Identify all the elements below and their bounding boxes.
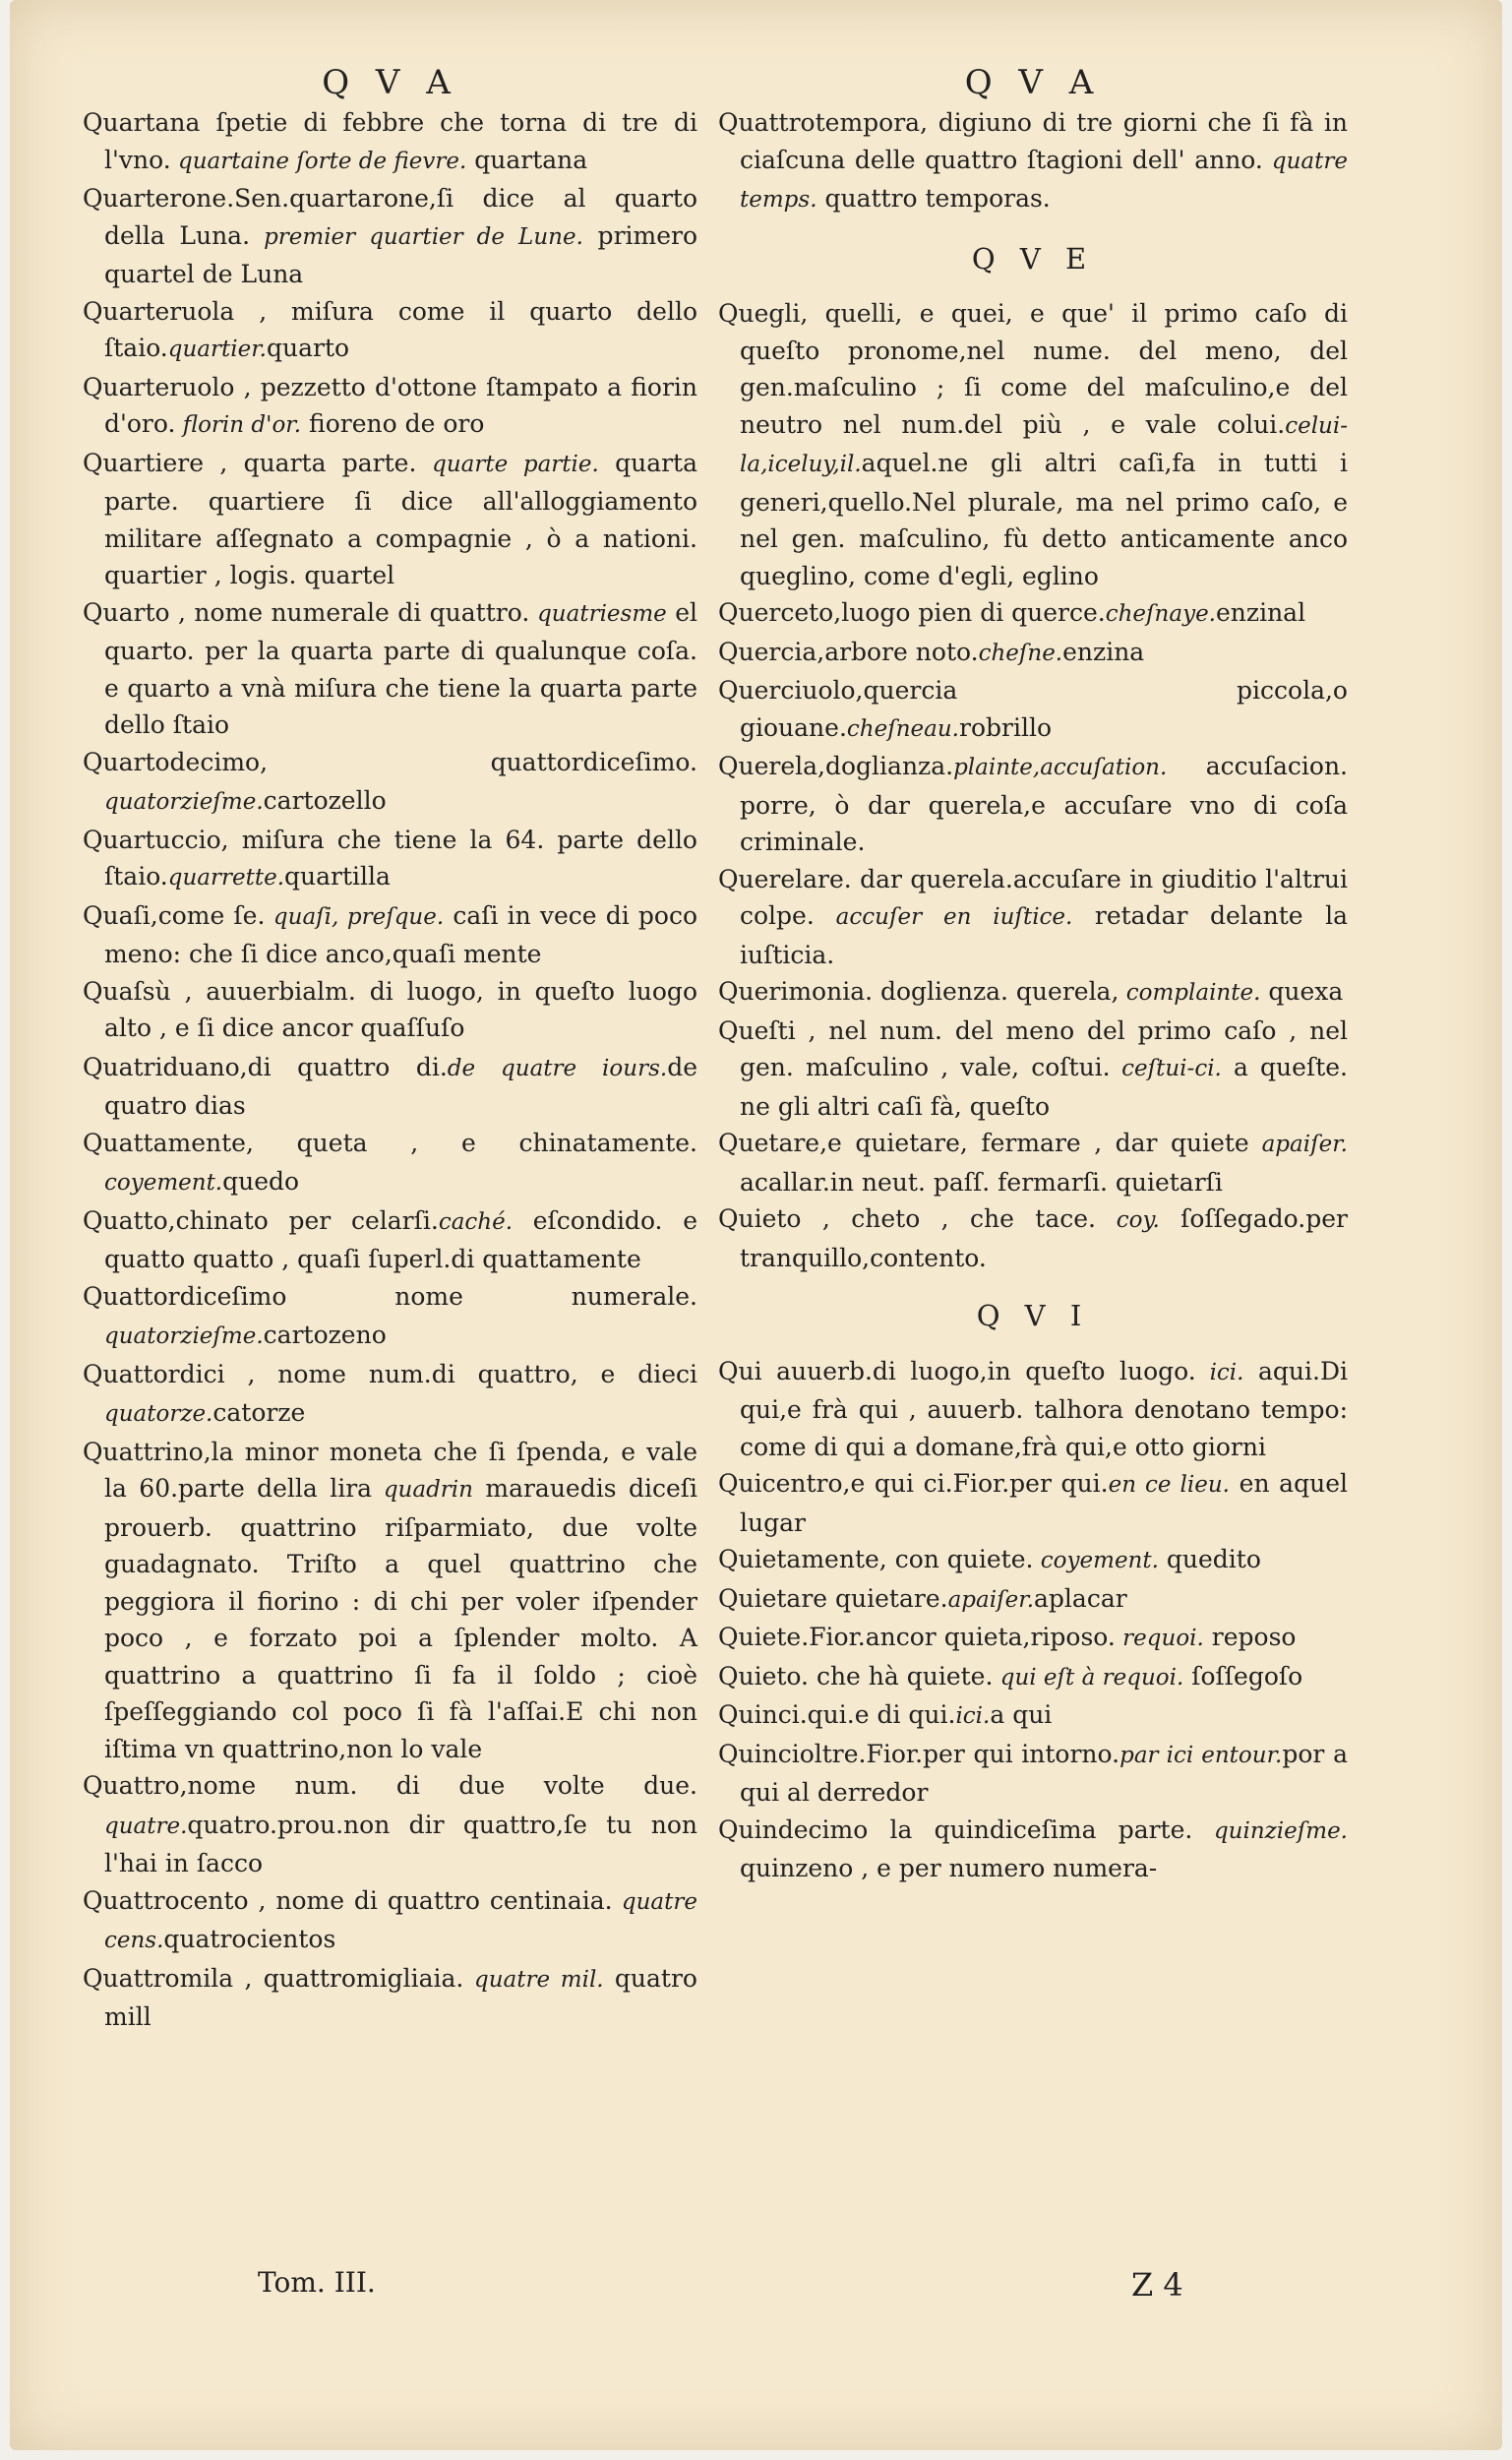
dictionary-entry bbox=[83, 369, 697, 445]
definition-text: auuerb.di luogo,in queſto luogo. bbox=[761, 1356, 1196, 1385]
dictionary-entry bbox=[83, 1125, 697, 1202]
dictionary-entry bbox=[718, 748, 1348, 861]
spanish-equivalent: primero quartel de Luna bbox=[104, 220, 698, 288]
headword: Quattordiceſimo bbox=[83, 1281, 287, 1311]
definition-text: Fior.ancor quieta,riposo. bbox=[809, 1623, 1116, 1651]
dictionary-entry bbox=[83, 1202, 697, 1278]
french-equivalent: plainte,accuſation. bbox=[953, 755, 1168, 780]
dictionary-entry bbox=[718, 1013, 1348, 1126]
definition-text: , nel num. del meno del primo caſo , nel gen. maſculino , vale, coſtui. bbox=[740, 1015, 1348, 1081]
dictionary-entry bbox=[718, 1580, 1348, 1620]
spanish-equivalent: fioreno de oro bbox=[301, 409, 485, 438]
dictionary-entry bbox=[718, 1619, 1348, 1658]
headword: Quaſi bbox=[83, 900, 151, 930]
definition-text: Sen.quartarone,ſi dice al quarto della Luna. bbox=[104, 184, 697, 250]
headword: Quercia bbox=[718, 637, 817, 666]
spanish-equivalent: el quarto. per la quarta parte di qualunque coſa. e quarto a vnà miſura che tiene la quarta parte dello ſtaio bbox=[104, 597, 697, 739]
spanish-equivalent: catorze bbox=[212, 1398, 306, 1427]
french-equivalent: ici. bbox=[955, 1703, 991, 1729]
headword: Quaſsù bbox=[83, 976, 171, 1006]
dictionary-entry bbox=[718, 1658, 1348, 1697]
spanish-equivalent: a qui bbox=[990, 1700, 1053, 1729]
definition-text: ſpetie di febbre che torna di tre di l'vno. bbox=[104, 108, 697, 174]
definition-text: , miſura come il quarto dello ſtaio. bbox=[104, 296, 697, 362]
definition-text: quietare. bbox=[827, 1583, 948, 1613]
headword: Querimonia bbox=[718, 977, 866, 1006]
french-equivalent: quatre mil. bbox=[463, 1966, 604, 1993]
french-equivalent: premier quartier de Lune. bbox=[250, 223, 583, 250]
dictionary-entry bbox=[83, 293, 697, 369]
french-equivalent: de quatre iours. bbox=[447, 1055, 668, 1081]
spanish-equivalent: quartana bbox=[466, 145, 588, 174]
dictionary-entry bbox=[83, 180, 697, 293]
spanish-equivalent: por a qui al derredor bbox=[740, 1739, 1348, 1807]
french-equivalent: accuſer en iuſtice. bbox=[814, 904, 1073, 930]
spanish-equivalent: quexa bbox=[1260, 977, 1344, 1006]
headword: Queſti bbox=[718, 1015, 796, 1045]
spanish-equivalent: quedito bbox=[1158, 1545, 1261, 1573]
section-heading-que: Q V E bbox=[971, 241, 1095, 276]
spanish-equivalent: ſoſſegado.per tranquillo,contento. bbox=[740, 1204, 1348, 1272]
dictionary-entry bbox=[718, 1125, 1348, 1200]
definition-text: .Fior.per qui intorno. bbox=[858, 1739, 1120, 1768]
definition-text: , nome di quattro centinaia. bbox=[248, 1885, 613, 1915]
definition-text: nome numerale. bbox=[286, 1281, 697, 1311]
dictionary-entry bbox=[83, 1882, 697, 1960]
definition-text: , pezzetto d'ottone ſtampato a fiorin d'oro. bbox=[104, 372, 697, 438]
headword: Quartuccio bbox=[83, 825, 221, 854]
dictionary-entry bbox=[83, 1356, 697, 1434]
spanish-equivalent: quatro mill bbox=[104, 1963, 697, 2031]
headword: Quartana bbox=[83, 108, 201, 137]
french-equivalent: par ici entour. bbox=[1119, 1742, 1283, 1768]
definition-text: ,doglianza. bbox=[817, 752, 954, 780]
french-equivalent: ici. bbox=[1195, 1359, 1244, 1385]
french-equivalent: complainte. bbox=[1119, 980, 1261, 1006]
spanish-equivalent: marauedis diceſi prouerb. quattrino riſparmiato, due volte guadagnato. Triſto a quel quattrino che peggiora il fiorino : di chi per voler iſpender poco , e forzato poi a ſplender molto. A quattrino a quattrino ſi fa il ſoldo ; cioè ſpeſſeggiando col poco ſi fà l'aſſai.E chi non iſtima vn quattrino,non lo vale bbox=[104, 1474, 697, 1763]
headword: Quatto bbox=[83, 1205, 168, 1235]
headword: Quarto bbox=[83, 597, 170, 627]
headword: Quattordici bbox=[83, 1359, 225, 1388]
page bbox=[10, 0, 1502, 2450]
dictionary-entry bbox=[718, 104, 1348, 219]
dictionary-entry bbox=[718, 861, 1348, 974]
headword: Quieto bbox=[718, 1661, 802, 1691]
definition-text: , con quiete. bbox=[878, 1545, 1034, 1573]
french-equivalent: cheſne. bbox=[978, 640, 1063, 666]
spanish-equivalent: quedo bbox=[222, 1167, 300, 1196]
headword: Quatriduano bbox=[83, 1052, 240, 1081]
french-equivalent: qui eſt à requoi. bbox=[993, 1664, 1184, 1691]
definition-text: ,quercia piccola,o giouane. bbox=[740, 676, 1348, 742]
french-equivalent: coyement. bbox=[1033, 1548, 1159, 1573]
french-equivalent: caché. bbox=[438, 1208, 514, 1235]
headword: Quattamente bbox=[83, 1128, 246, 1157]
french-equivalent: apaiſer. bbox=[1248, 1132, 1348, 1157]
dictionary-entry bbox=[83, 104, 697, 180]
french-equivalent: apaiſer. bbox=[947, 1586, 1035, 1613]
dictionary-entry bbox=[718, 594, 1348, 634]
french-equivalent: quartier. bbox=[167, 337, 267, 362]
french-equivalent: quaſi, preſque. bbox=[265, 903, 445, 930]
definition-text: ,e quietare, fermare , dar quiete bbox=[819, 1129, 1249, 1157]
headword: Quattrocento bbox=[83, 1885, 249, 1915]
french-equivalent: cheſneau. bbox=[846, 715, 959, 742]
dictionary-entry bbox=[718, 672, 1348, 748]
french-equivalent: coy. bbox=[1096, 1207, 1160, 1233]
headword: Querela bbox=[718, 752, 818, 780]
headword: Quattromila bbox=[83, 1963, 234, 1993]
volume-footer: Tom. III. bbox=[258, 2266, 376, 2299]
spanish-equivalent: enzina bbox=[1062, 637, 1145, 666]
signature-mark: Z 4 bbox=[1131, 2266, 1183, 2304]
definition-text: ,di quattro di. bbox=[239, 1052, 448, 1081]
spanish-equivalent: cartozello bbox=[263, 786, 387, 815]
headword: Quicentro bbox=[718, 1469, 843, 1498]
french-equivalent: ceſtui-ci. bbox=[1110, 1056, 1222, 1081]
definition-text: ,come ſe. bbox=[150, 900, 266, 930]
dictionary-entry bbox=[83, 973, 697, 1049]
dictionary-entry bbox=[83, 1278, 697, 1356]
definition-text: , digiuno di tre giorni che ſi fà in ciaſcuna delle quattro ſtagioni dell' anno. bbox=[740, 108, 1348, 174]
french-equivalent: quarrette. bbox=[167, 865, 285, 891]
dictionary-entry bbox=[83, 1434, 697, 1768]
dictionary-entry bbox=[83, 445, 697, 594]
french-equivalent: quinzieſme. bbox=[1192, 1817, 1348, 1844]
dictionary-entry bbox=[718, 1200, 1348, 1276]
spanish-equivalent: ſoſſegoſo bbox=[1183, 1661, 1303, 1691]
definition-text: ,chinato per celarſi. bbox=[167, 1205, 439, 1235]
definition-text: .qui.e di qui. bbox=[799, 1700, 956, 1729]
french-equivalent: requoi. bbox=[1115, 1626, 1204, 1651]
french-equivalent: quarte partie. bbox=[416, 451, 599, 477]
dictionary-entry bbox=[718, 1465, 1348, 1541]
definition-text: la quindiceſima parte. bbox=[868, 1814, 1193, 1844]
spanish-equivalent: retadar delante la iuſticia. bbox=[740, 901, 1348, 969]
definition-text: , queta , e chinatamente. bbox=[245, 1128, 697, 1157]
spanish-equivalent: robrillo bbox=[959, 712, 1052, 742]
dictionary-entry bbox=[718, 295, 1348, 594]
dictionary-entry bbox=[718, 1736, 1348, 1812]
entry-list-qui bbox=[718, 1353, 1348, 1887]
dictionary-entry bbox=[83, 1960, 697, 2036]
headword: Quieto bbox=[718, 1204, 802, 1233]
spanish-equivalent: enzinal bbox=[1216, 598, 1306, 627]
definition-text: dar querela.accuſare in giuditio l'altrui colpe. bbox=[740, 864, 1348, 930]
definition-text: ,nome num. di due volte due. bbox=[179, 1771, 697, 1800]
spanish-equivalent: quattro temporas. bbox=[816, 184, 1051, 213]
headword: Quetare bbox=[718, 1129, 820, 1157]
definition-text: ,e qui ci.Fior.per qui. bbox=[842, 1469, 1109, 1498]
spanish-equivalent: aquel.ne gli altri caſi,fa in tutti i generi,quello.Nel plurale, ma nel primo caſo, e nel gen. maſculino, fù detto anticamente anco queglino, come d'egli, eglino bbox=[740, 449, 1348, 590]
spanish-equivalent: quatrocientos bbox=[163, 1925, 336, 1953]
dictionary-entry bbox=[83, 897, 697, 973]
definition-text: , auuerbialm. di luogo, in queſto luogo alto , e ſi dice ancor quaſſuſo bbox=[104, 976, 697, 1042]
headword: Quarteruola bbox=[83, 296, 235, 326]
headword: Querelare. bbox=[718, 864, 852, 893]
definition-text: , quattordiceſimo. bbox=[260, 747, 697, 776]
spanish-equivalent: aplacar bbox=[1034, 1583, 1127, 1613]
dictionary-entry bbox=[718, 1696, 1348, 1736]
headword: Quarterone. bbox=[83, 184, 235, 213]
running-header-left: Q V A bbox=[322, 63, 458, 102]
spanish-equivalent: en aquel lugar bbox=[740, 1469, 1348, 1537]
entry-list-qua bbox=[718, 104, 1348, 219]
definition-text: . doglienza. querela, bbox=[865, 977, 1119, 1006]
definition-text: , nome numerale di quattro. bbox=[169, 597, 530, 627]
definition-text: . che hà quiete. bbox=[801, 1661, 994, 1691]
definition-text: , nome num.di quattro, e dieci bbox=[224, 1359, 697, 1388]
entry-list-left bbox=[83, 104, 697, 2036]
french-equivalent: quatre temps. bbox=[740, 148, 1348, 213]
definition-text: , quarta parte. bbox=[204, 448, 417, 477]
spanish-equivalent: de quatro dias bbox=[104, 1052, 697, 1120]
dictionary-entry bbox=[718, 1541, 1348, 1580]
french-equivalent: en ce lieu. bbox=[1108, 1472, 1230, 1498]
right-column bbox=[718, 61, 1348, 1887]
french-equivalent: quatorzieſme. bbox=[104, 789, 264, 815]
dictionary-entry bbox=[83, 744, 697, 822]
headword: Quartodecimo bbox=[83, 747, 261, 776]
headword: Quietamente bbox=[718, 1545, 879, 1573]
french-equivalent: quatorzieſme. bbox=[104, 1323, 264, 1349]
dictionary-entry bbox=[718, 634, 1348, 673]
french-equivalent: quatriesme bbox=[529, 600, 667, 627]
headword: Querciuolo bbox=[718, 676, 856, 705]
headword: Qui bbox=[718, 1356, 762, 1385]
definition-text: , quattromigliaia. bbox=[233, 1963, 464, 1993]
dictionary-entry bbox=[718, 973, 1348, 1013]
definition-text: ,luogo pien di querce. bbox=[833, 598, 1106, 627]
dictionary-entry bbox=[83, 1049, 697, 1125]
spanish-equivalent: aqui.Di qui,e frà qui , auuerb. talhora denotano tempo: come di qui a domane,frà qui,e otto giorni bbox=[740, 1356, 1348, 1461]
headword: Quattro bbox=[83, 1771, 180, 1800]
headword: Querceto bbox=[718, 598, 834, 627]
spanish-equivalent: quarto bbox=[267, 334, 350, 362]
spanish-equivalent: quarta parte. quartiere ſi dice all'alloggiamento militare aſſegnato a compagnie , ò a nationi. quartier , logis. quartel bbox=[104, 448, 697, 589]
definition-text: ,la minor moneta che ſi ſpenda, e vale la 60.parte della lira bbox=[104, 1437, 697, 1503]
french-equivalent: quartaine ſorte de fievre. bbox=[170, 148, 467, 174]
spanish-equivalent: quinzeno , e per numero numera- bbox=[740, 1854, 1158, 1882]
spanish-equivalent: acallar.in neut. paſſ. fermarſi. quietarſi bbox=[740, 1167, 1223, 1197]
headword: Quietare bbox=[718, 1583, 828, 1613]
headword: Quarteruolo bbox=[83, 372, 235, 401]
dictionary-entry bbox=[718, 1353, 1348, 1466]
spanish-equivalent: a queſte. ne gli altri caſi fà, queſto bbox=[740, 1053, 1348, 1121]
spanish-equivalent: caſi in vece di poco meno: che ſi dice anco,quaſi mente bbox=[104, 900, 697, 968]
french-equivalent: coyement. bbox=[104, 1170, 223, 1196]
french-equivalent: celui-la,iceluy,il. bbox=[740, 412, 1348, 477]
french-equivalent: florin d'or. bbox=[175, 412, 302, 438]
definition-text: , quelli, e quei, e que' il primo caſo di queſto pronome,nel nume. del meno, del gen.maſculino ; ſi come del maſculino,e del neutro nel num.del più , e vale colui. bbox=[740, 299, 1348, 439]
french-equivalent: quatre. bbox=[104, 1813, 188, 1839]
dictionary-entry bbox=[83, 1767, 697, 1882]
left-column bbox=[83, 61, 697, 2036]
headword: Quattrotempora bbox=[718, 108, 921, 137]
spanish-equivalent: cartozeno bbox=[263, 1321, 387, 1349]
french-equivalent: cheſnaye. bbox=[1105, 601, 1216, 627]
running-header-right: Q V A bbox=[964, 63, 1102, 102]
headword: Quartiere bbox=[83, 448, 205, 477]
french-equivalent: quatre cens. bbox=[104, 1888, 697, 1953]
headword: Quindecimo bbox=[718, 1814, 869, 1844]
headword: Quattrino bbox=[83, 1437, 204, 1466]
spanish-equivalent: quatro.prou.non dir quattro,ſe tu non l'hai in ſacco bbox=[104, 1810, 697, 1877]
headword: Quegli bbox=[718, 299, 801, 328]
spanish-equivalent: reposo bbox=[1203, 1623, 1297, 1651]
definition-text: , cheto , che tace. bbox=[801, 1204, 1097, 1233]
headword: Quinci bbox=[718, 1700, 800, 1729]
dictionary-entry bbox=[83, 594, 697, 744]
dictionary-entry bbox=[718, 1812, 1348, 1887]
definition-text: , miſura che tiene la 64. parte dello ſtaio. bbox=[104, 825, 697, 891]
spanish-equivalent: accuſacion. porre, ò dar querela,e accuſare vno di coſa criminale. bbox=[740, 752, 1348, 856]
spanish-equivalent: quartilla bbox=[284, 862, 391, 891]
section-heading-qui: Q V I bbox=[976, 1299, 1090, 1332]
headword: Quincioltre bbox=[718, 1739, 859, 1768]
french-equivalent: quadrin bbox=[372, 1477, 473, 1503]
entry-list-que bbox=[718, 295, 1348, 1276]
french-equivalent: quatorze. bbox=[104, 1401, 213, 1427]
definition-text: ,arbore noto. bbox=[816, 637, 979, 666]
dictionary-entry bbox=[83, 822, 697, 897]
spanish-equivalent: eſcondido. e quatto quatto , quaſi ſuperl.di quattamente bbox=[104, 1205, 697, 1273]
headword: Quiete. bbox=[718, 1623, 810, 1651]
